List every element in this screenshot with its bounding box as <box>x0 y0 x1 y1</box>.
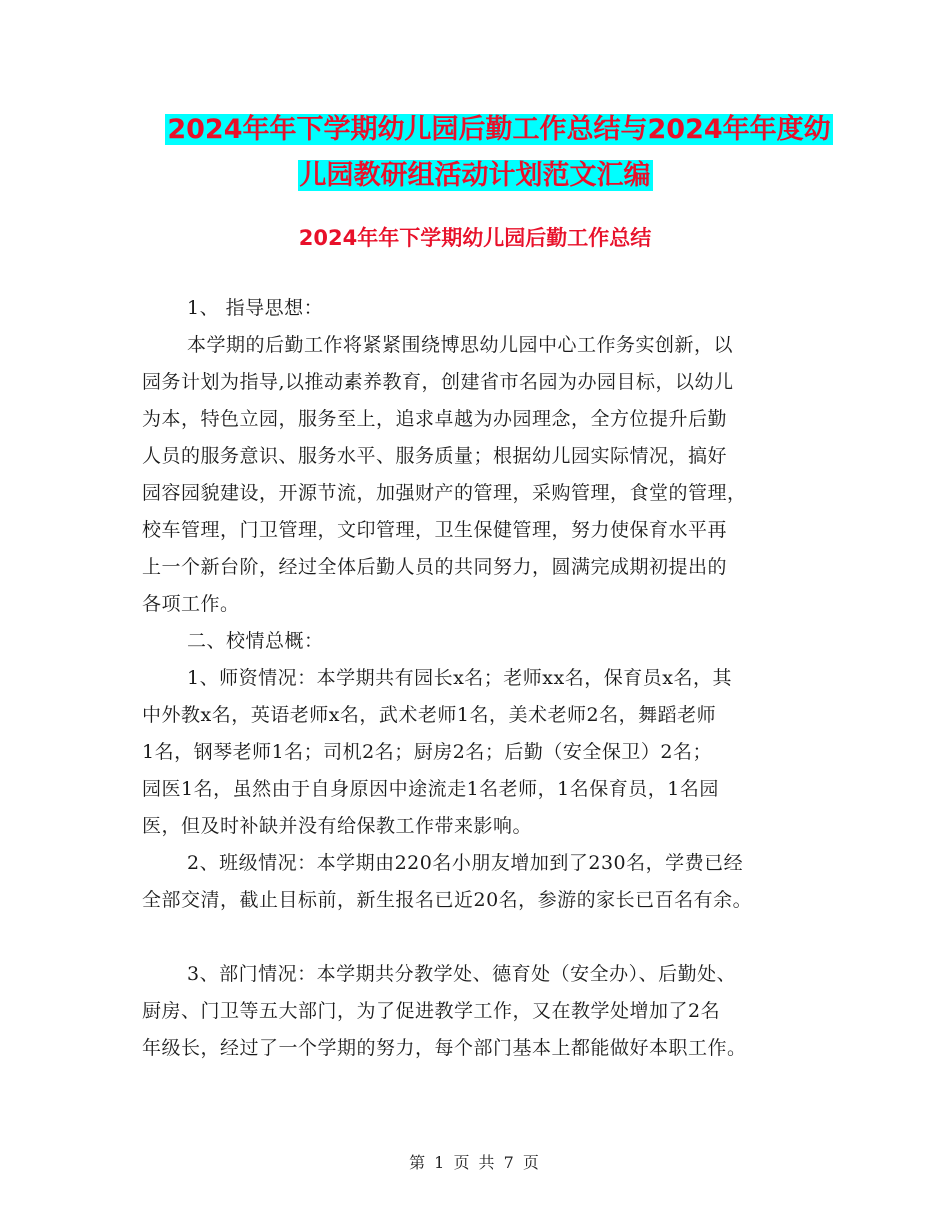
document-title-line-1 <box>0 106 950 154</box>
page-number-footer: 第 1 页 共 7 页 <box>409 1153 541 1172</box>
body-line: 园医1名，虽然由于自身原因中途流走1名老师，1名保育员，1名园 <box>142 778 719 800</box>
body-line: 年级长，经过了一个学期的努力，每个部门基本上都能做好本职工作。 <box>142 1037 747 1059</box>
section-title: 2024年年下学期幼儿园后勤工作总结 <box>298 226 652 250</box>
body-line: 中外教x名，英语老师x名，武术老师1名，美术老师2名，舞蹈老师 <box>142 704 717 726</box>
title-highlight-2: 儿园教研组活动计划范文汇编 <box>299 160 651 191</box>
body-line: 1名，钢琴老师1名；司机2名；厨房2名；后勤（安全保卫）2名； <box>142 741 712 763</box>
body-line: 上一个新台阶，经过全体后勤人员的共同努力，圆满完成期初提出的 <box>142 556 728 578</box>
body-line: 为本，特色立园，服务至上，追求卓越为办园理念，全方位提升后勤 <box>142 408 728 430</box>
title-highlight-1: 2024年年下学期幼儿园后勤工作总结与2024年年度幼 <box>167 114 831 145</box>
body-line: 2、班级情况：本学期由220名小朋友增加到了230名，学费已经 <box>187 852 744 874</box>
body-line: 3、部门情况：本学期共分教学处、德育处（安全办）、后勤处、 <box>187 963 737 985</box>
body-line: 各项工作。 <box>142 593 240 615</box>
body-line: 1、师资情况：本学期共有园长x名；老师xx名，保育员x名，其 <box>187 667 732 689</box>
body-line: 校车管理，门卫管理，文印管理，卫生保健管理，努力使保育水平再 <box>142 519 728 541</box>
body-line: 二、校情总概： <box>187 630 324 652</box>
body-line: 医，但及时补缺并没有给保教工作带来影响。 <box>142 815 533 837</box>
paragraph-gap <box>142 919 812 956</box>
body-line: 全部交清，截止目标前，新生报名已近20名，参游的家长已百名有余。 <box>142 889 753 911</box>
body-line: 园务计划为指导,以推动素养教育，创建省市名园为办园目标，以幼儿 <box>142 371 734 393</box>
body-line: 园容园貌建设，开源节流，加强财产的管理，采购管理，食堂的管理， <box>142 482 747 504</box>
body-line: 本学期的后勤工作将紧紧围绕博思幼儿园中心工作务实创新，以 <box>187 334 734 356</box>
body-line: 人员的服务意识、服务水平、服务质量；根据幼儿园实际情况，搞好 <box>142 445 728 467</box>
document-body <box>142 290 812 1067</box>
body-line: 1、 指导思想： <box>187 297 324 319</box>
body-line: 厨房、门卫等五大部门，为了促进教学工作，又在教学处增加了2名 <box>142 1000 721 1022</box>
document-title-line-2 <box>0 152 950 200</box>
